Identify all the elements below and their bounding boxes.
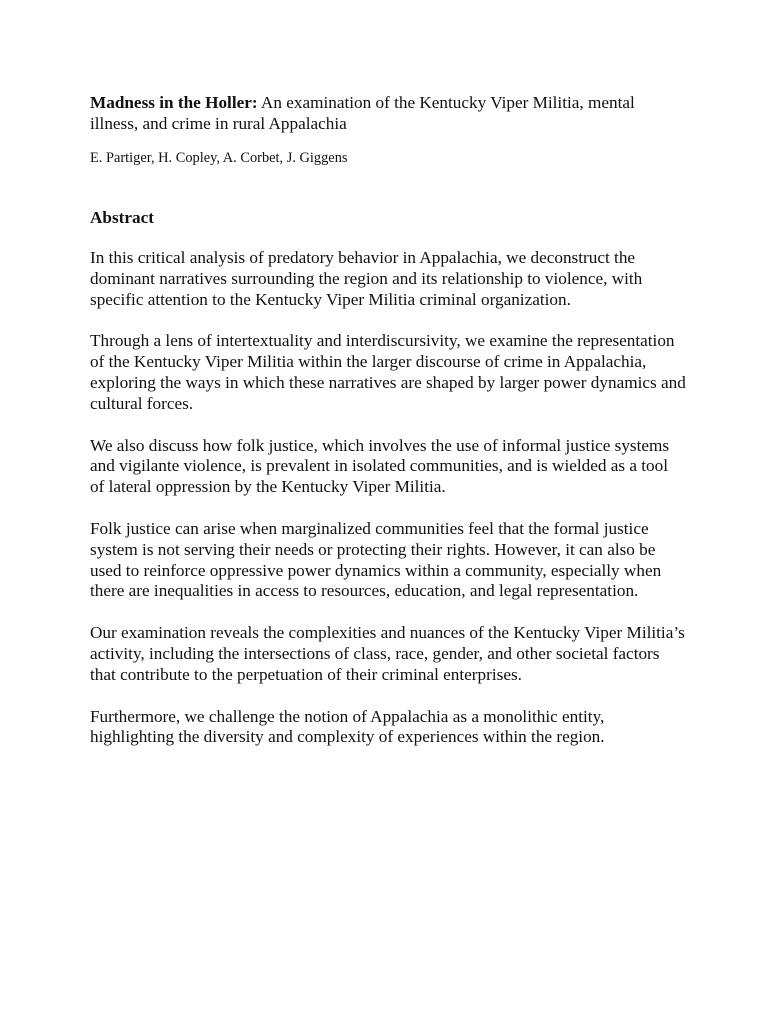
paper-title [90, 92, 686, 134]
author-list: E. Partiger, H. Copley, A. Corbet, J. Giggens [90, 150, 348, 166]
abstract-paragraph-4: Folk justice can arise when marginalized communities feel that the formal justice system is not serving their needs or protecting their rights. However, it can also be used to reinforce oppressive power dynamics within a community, especially when there are inequalities in access to resources, education, and legal representation. [90, 518, 662, 601]
abstract-paragraph-2: Through a lens of intertextuality and interdiscursivity, we examine the representation of the Kentucky Viper Militia within the larger discourse of crime in Appalachia, exploring the ways in which these narratives are shaped by larger power dynamics and cultural forces. [90, 331, 686, 413]
paper-content [90, 92, 686, 748]
abstract-paragraph-5: Our examination reveals the complexities and nuances of the Kentucky Viper Militia’s activity, including the intersections of class, race, gender, and other societal factors that contribute to the perpetuation of their criminal enterprises. [90, 623, 685, 684]
abstract-paragraph-3: We also discuss how folk justice, which involves the use of informal justice systems and vigilante violence, is prevalent in isolated communities, and is wielded as a tool of lateral oppression by the Kentucky Viper Militia. [90, 435, 670, 497]
abstract-paragraph-6: Furthermore, we challenge the notion of Appalachia as a monolithic entity, highlighting the diversity and complexity of experiences within the region. [90, 706, 605, 747]
paper-title-rest: An examination of the Kentucky Viper Militia, mental illness, and crime in rural Appalachia [90, 93, 635, 133]
abstract-paragraph-1: In this critical analysis of predatory behavior in Appalachia, we deconstruct the dominant narratives surrounding the region and its relationship to violence, with specific attention to the Kentucky Viper Militia criminal organization. [90, 248, 643, 309]
paper-title-bold: Madness in the Holler: [90, 93, 258, 112]
abstract-heading: Abstract [90, 208, 154, 227]
